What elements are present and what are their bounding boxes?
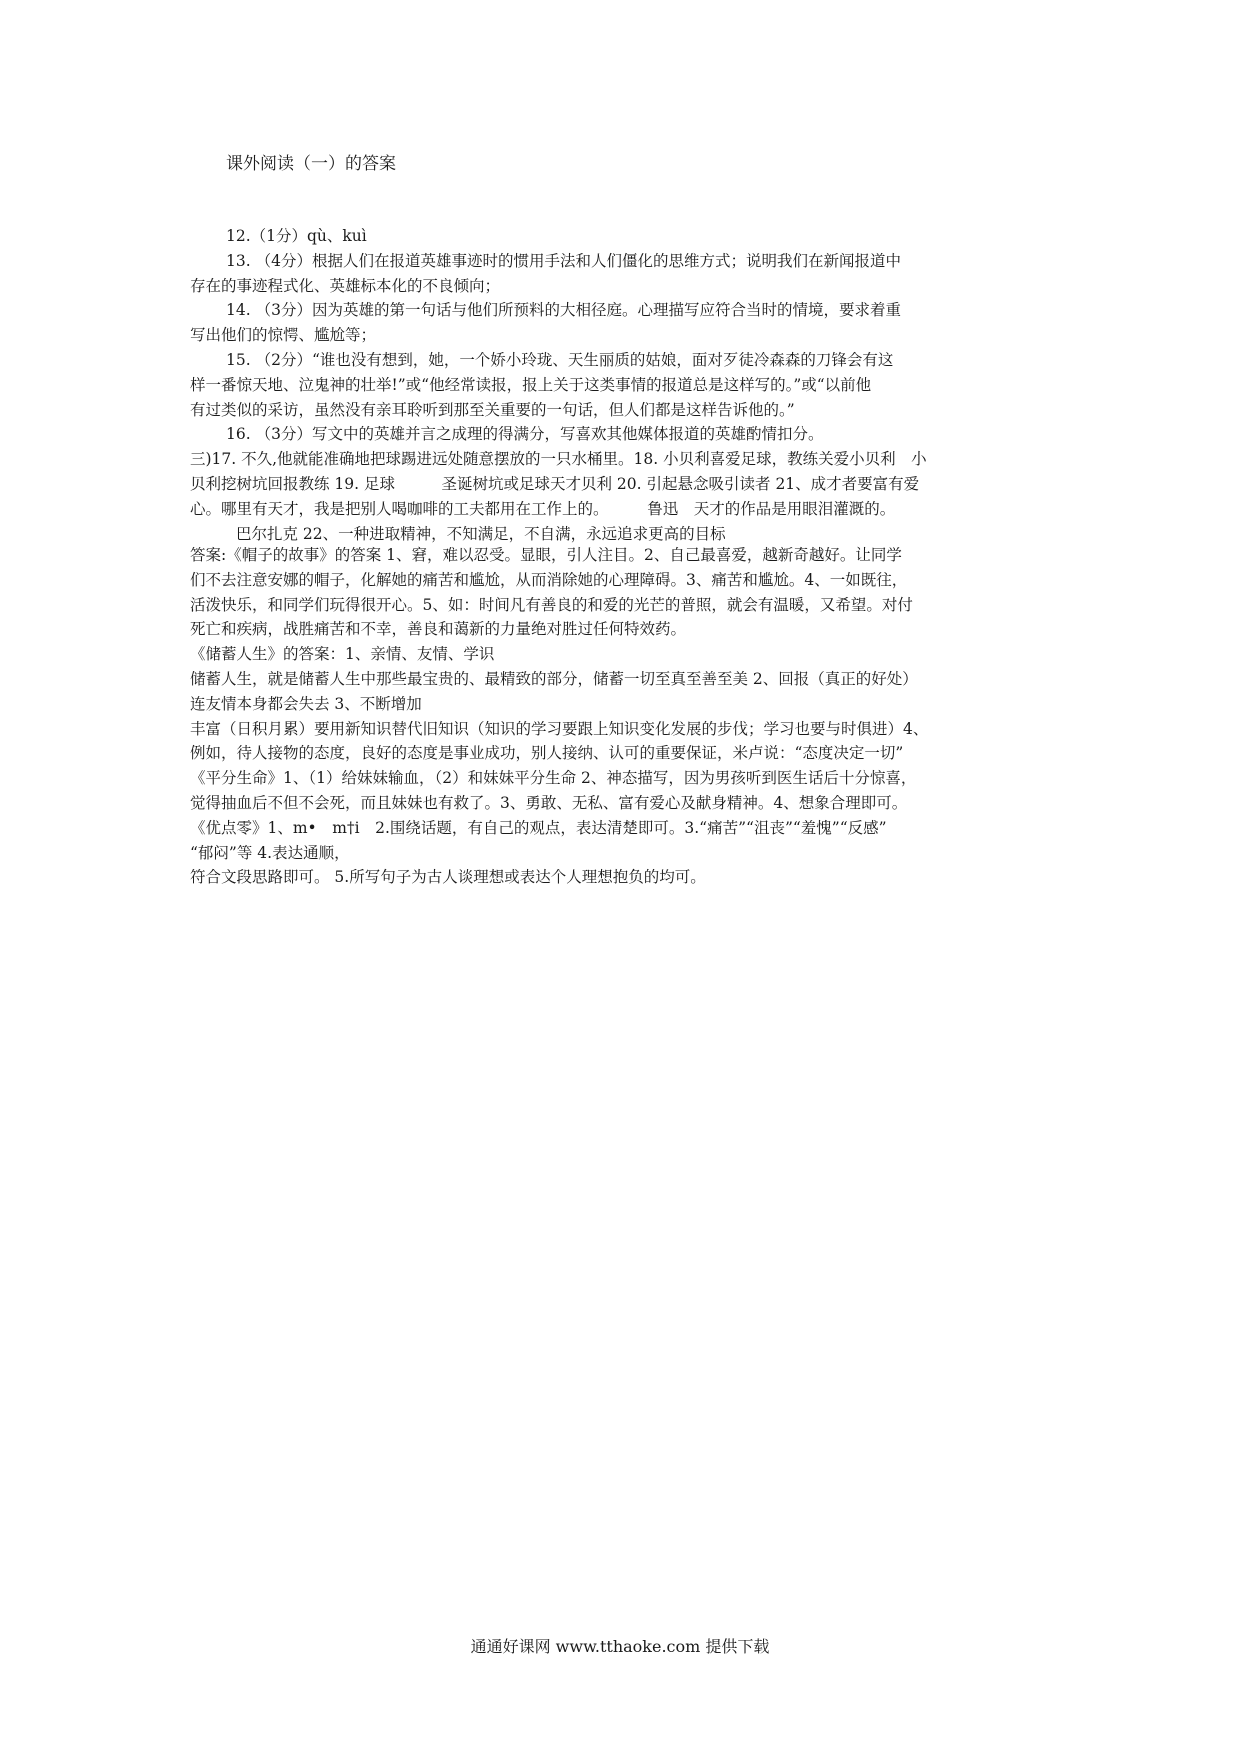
- answer-line: 写出他们的惊愕、尴尬等；: [190, 326, 377, 345]
- answers-section-2: [190, 543, 1060, 890]
- page-footer: 通通好课网 www.tthaoke.com 提供下载: [470, 1637, 770, 1656]
- answer-line: 《储蓄人生》的答案：1、亲情、友情、学识: [190, 645, 495, 664]
- answer-line: 《平分生命》1、（1）给妹妹输血，（2）和妹妹平分生命 2、神态描写，因为男孩听到医生话后十分惊喜，: [190, 769, 917, 788]
- answer-line: 们不去注意安娜的帽子，化解她的痛苦和尴尬，从而消除她的心理障碍。3、痛苦和尴尬。4、一如既往，: [190, 570, 908, 589]
- answer-line: 巴尔扎克 22、一种进取精神，不知满足，不自满，永远追求更高的目标: [236, 524, 726, 543]
- answer-line: 死亡和疾病，战胜痛苦和不幸，善良和蔼新的力量绝对胜过任何特效药。: [190, 620, 687, 639]
- answer-line: 例如，待人接物的态度，良好的态度是事业成功，别人接纳、认可的重要保证，米卢说：“态度决定一切”: [190, 744, 904, 763]
- answer-line: 活泼快乐，和同学们玩得很开心。5、如：时间凡有善良的和爱的光芒的普照，就会有温暖，又希望。对付: [190, 595, 913, 614]
- answer-line: 有过类似的采访，虽然没有亲耳聆听到那至关重要的一句话，但人们都是这样告诉他的。”: [190, 400, 795, 419]
- answer-line: 答案:《帽子的故事》的答案 1、窘，难以忍受。显眼，引人注目。2、自己最喜爱，越新奇越好。让同学: [190, 546, 902, 564]
- answers-section-1: [190, 224, 1060, 546]
- answer-line: 存在的事迹程式化、英雄标本化的不良倾向；: [190, 276, 501, 295]
- answer-line: 贝利挖树坑回报教练 19. 足球 圣诞树坑或足球天才贝利 20. 引起悬念吸引读者 21、成才者要富有爱: [190, 474, 920, 493]
- answer-line: 12.（1分）qù、kuì: [226, 227, 367, 245]
- answer-line: 三)17. 不久,他就能准确地把球踢进远处随意摆放的一只水桶里。18. 小贝利喜爱足球，教练关爱小贝利 小: [190, 450, 927, 469]
- answer-line: 丰富（日积月累）要用新知识替代旧知识（知识的学习要跟上知识变化发展的步伐；学习也要与时俱进）4、: [190, 719, 929, 738]
- answer-line: 觉得抽血后不但不会死，而且妹妹也有救了。3、勇敢、无私、富有爱心及献身精神。4、想象合理即可。: [190, 793, 908, 812]
- answer-line: 《优点零》1、m• m†i 2.围绕话题，有自己的观点，表达清楚即可。3.“痛苦”“沮丧”“羞愧”“反感”: [190, 818, 887, 837]
- answer-line: 14. （3分）因为英雄的第一句话与他们所预料的大相径庭。心理描写应符合当时的情境，要求着重: [226, 301, 901, 320]
- answer-line: 心。哪里有天才，我是把别人喝咖啡的工夫都用在工作上的。 鲁迅 天才的作品是用眼泪灌溉的。: [190, 499, 896, 518]
- answer-line: 13. （4分）根据人们在报道英雄事迹时的惯用手法和人们僵化的思维方式；说明我们在新闻报道中: [226, 251, 901, 270]
- answer-line: 15. （2分）“谁也没有想到，她，一个娇小玲珑、天生丽质的姑娘，面对歹徒冷森森的刀锋会有这: [226, 350, 894, 369]
- answer-line: 样一番惊天地、泣鬼神的壮举!”或“他经常读报，报上关于这类事情的报道总是这样写的。”或“以前他: [190, 375, 872, 394]
- answer-line: 符合文段思路即可。 5.所写句子为古人谈理想或表达个人理想抱负的均可。: [190, 868, 706, 887]
- answer-line: 16. （3分）写文中的英雄并言之成理的得满分，写喜欢其他媒体报道的英雄酌情扣分。: [226, 425, 824, 444]
- answer-line: “郁闷”等 4.表达通顺，: [190, 843, 350, 862]
- answer-line: 连友情本身都会失去 3、不断增加: [190, 694, 422, 713]
- document-title: 课外阅读（一）的答案: [226, 154, 396, 174]
- answer-line: 储蓄人生，就是储蓄人生中那些最宝贵的、最精致的部分，储蓄一切至真至善至美 2、回报（真正的好处）: [190, 669, 918, 688]
